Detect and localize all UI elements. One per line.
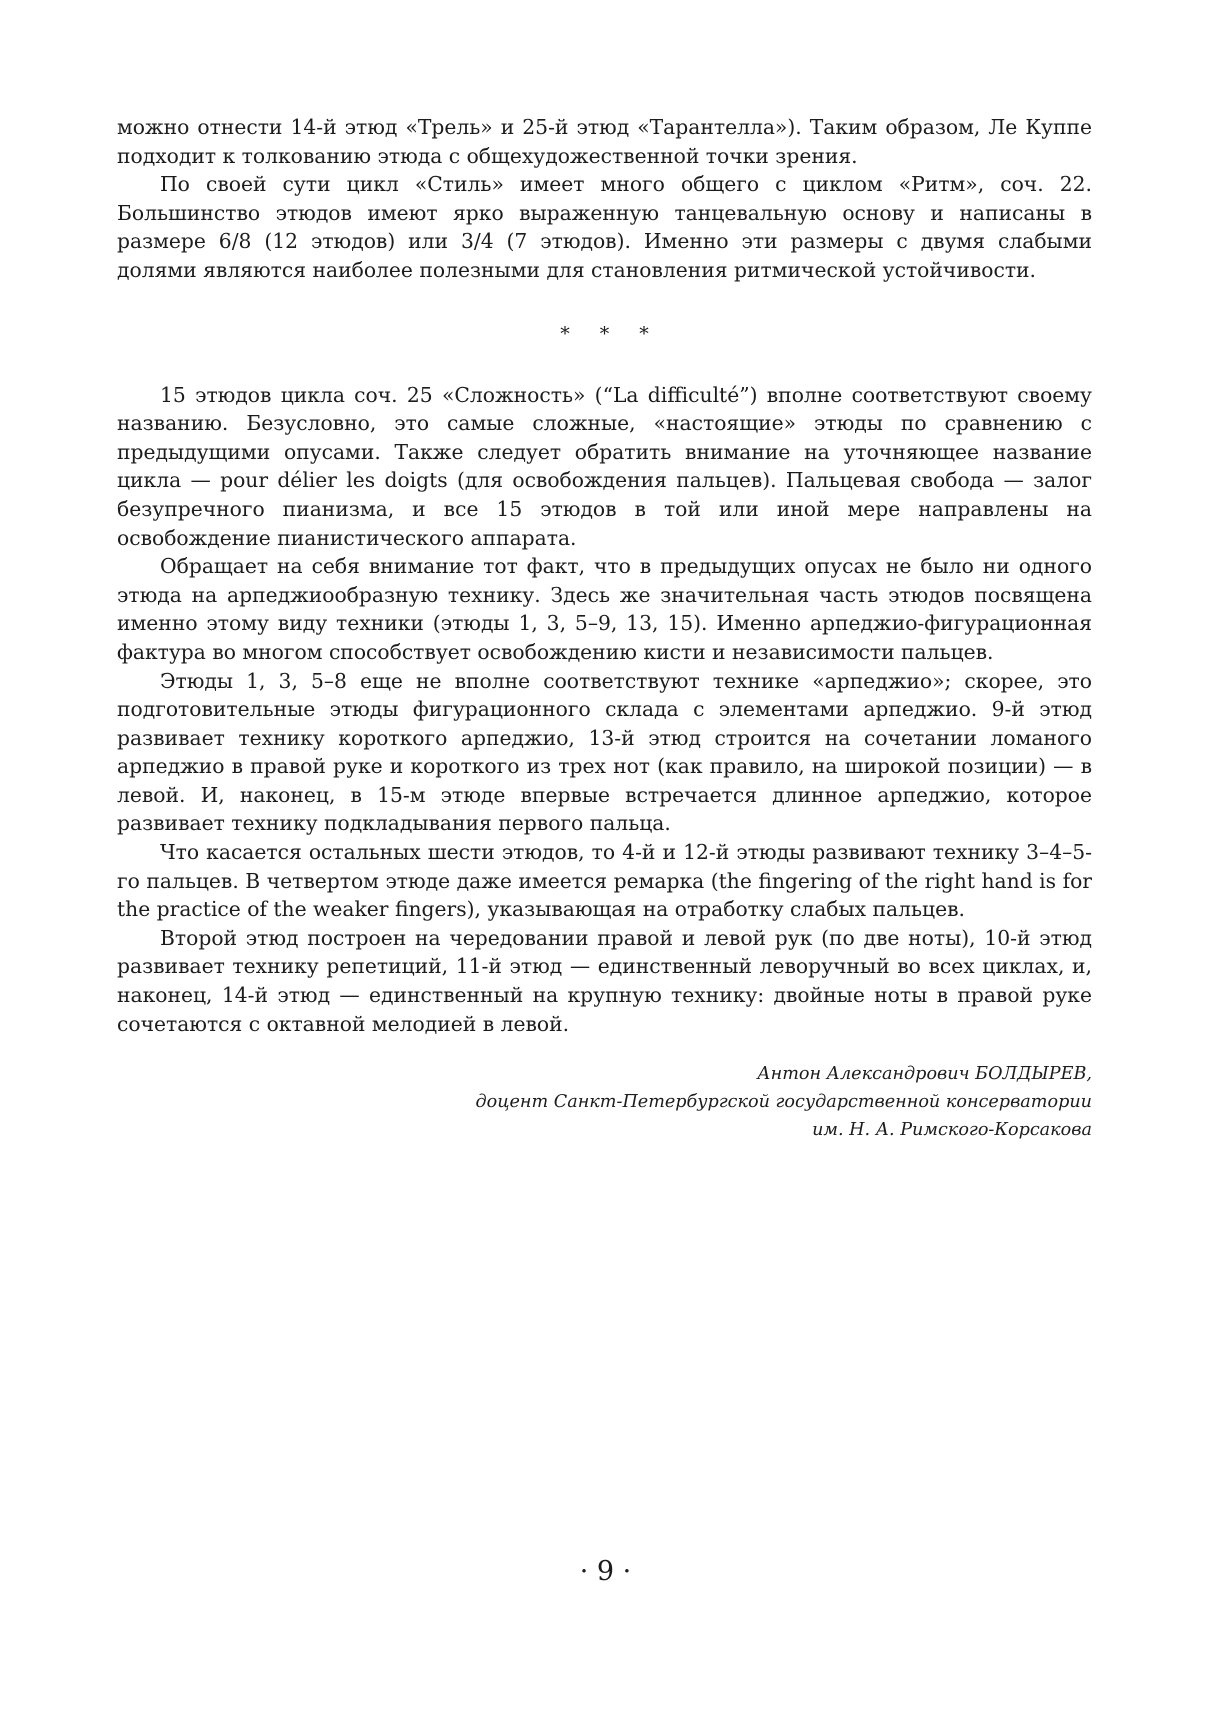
paragraph-arpeggio-technique: Обращает на себя внимание тот факт, что в предыдущих опусах не было ни одного этюда на арпеджиообразную технику. Здесь же значительная часть этюдов посвящена именно этому виду техники (этюды 1, 3, 5–9, 13, 15). Именно арпеджио-фигурационная фактура во многом способствует освобождению кисти и независимости пальцев. [117,554,1092,664]
page-number: · 9 · [579,1556,632,1587]
paragraph-style-cycle: По своей сути цикл «Стиль» имеет много общего с циклом «Ритм», соч. 22. Большинство этюдов имеют ярко выраженную танцевальную основу и написаны в размере 6/8 (12 этюдов) или 3/4 (7 этюдов). Именно эти размеры с двумя слабыми долями являются наиболее полезными для становления ритмической устойчивости. [117,172,1092,282]
paragraph-other-etudes: Второй этюд построен на чередовании правой и левой рук (по две ноты), 10-й этюд развивает технику репетиций, 11-й этюд — единственный леворучный во всех циклах, и, наконец, 14-й этюд — единственный на крупную технику: двойные ноты в правой руке сочетаются с октавной мелодией в левой. [117,925,1092,1036]
paragraph-difficulty-cycle: 15 этюдов цикла соч. 25 «Сложность» (“La difficulté”) вполне соответствуют своему названию. Безусловно, это самые сложные, «настоящие» этюды по сравнению с предыдущими опусами. Также следует обратить внимание на уточняющее название цикла — pour délier les doigts (для освобождения пальцев). Пальцевая свобода — залог безупречного пианизма, и все 15 этюдов в той или иной мере направлены на освобождение пианистического аппарата. [117,382,1092,550]
author-signature [117,1060,1092,1144]
page-body [117,113,1092,1144]
author-position: доцент Санкт-Петербургской государственной консерватории [475,1092,1092,1113]
section-separator: * * * [560,322,661,345]
paragraph-continuation: можно отнести 14-й этюд «Трель» и 25-й этюд «Тарантелла»). Таким образом, Ле Куппе подходит к толкованию этюда с общехудожественной точки зрения. [117,115,1092,168]
author-name: Антон Александрович БОЛДЫРЕВ, [757,1064,1092,1085]
paragraph-remaining-etudes: Что касается остальных шести этюдов, то 4-й и 12-й этюды развивают технику 3–4–5-го пальцев. В четвертом этюде даже имеется ремарка (the fingering of the right hand is for the practice of the weaker fingers), указывающая на отработку слабых пальцев. [117,840,1092,922]
author-institution: им. Н. А. Римского-Корсакова [812,1120,1092,1141]
paragraph-etudes-analysis: Этюды 1, 3, 5–8 еще не вполне соответствуют технике «арпеджио»; скорее, это подготовительные этюды фигурационного склада с элементами арпеджио. 9-й этюд развивает технику короткого арпеджио, 13-й этюд строится на сочетании ломаного арпеджио в правой руке и короткого из трех нот (как правило, на широкой позиции) — в левой. И, наконец, в 15-м этюде впервые встречается длинное арпеджио, которое развивает технику подкладывания первого пальца. [117,668,1092,836]
